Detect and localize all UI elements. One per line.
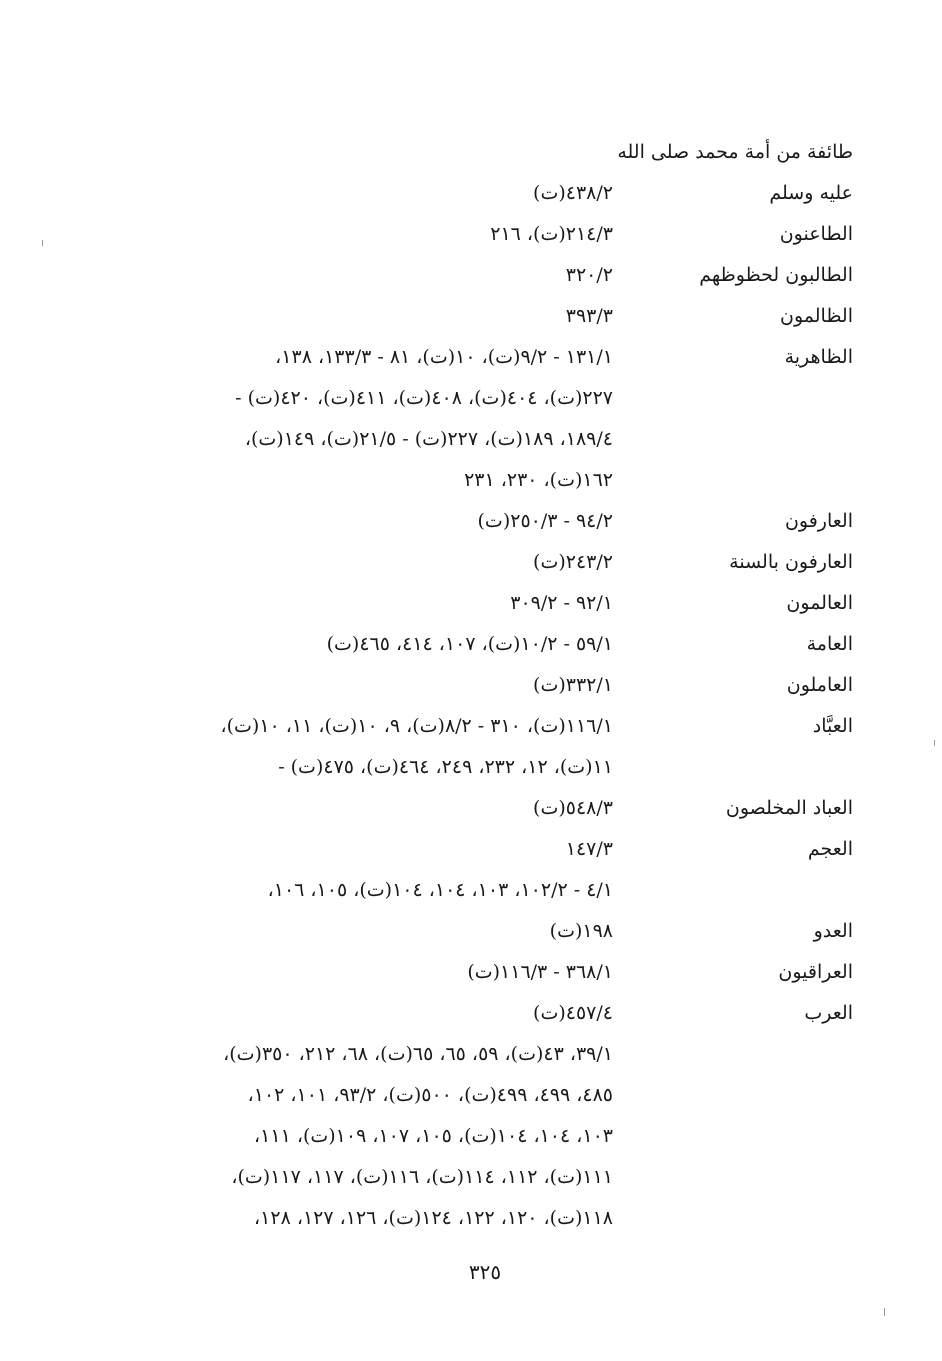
reference-line: ٩٢/١ - ٣٠٩/٢ <box>510 592 613 614</box>
index-references <box>120 911 623 952</box>
index-term: العارفون <box>784 510 853 532</box>
index-term: العدو <box>813 920 853 942</box>
reference-line: ٢٤٣/٢(ت) <box>533 551 613 573</box>
index-entry <box>120 583 855 624</box>
index-references <box>120 706 623 788</box>
reference-line: ٣٦٨/١ - ١١٦/٣(ت) <box>467 961 613 983</box>
reference-line: ١١(ت)، ١٢، ٢٣٢، ٢٤٩، ٤٦٤(ت)، ٤٧٥(ت) - <box>278 756 613 778</box>
index-entry <box>120 542 855 583</box>
reference-line: ١٤٧/٣ <box>565 838 613 860</box>
index-references <box>120 296 623 337</box>
index-entry <box>120 624 855 665</box>
index-references <box>120 952 623 993</box>
reference-line: ٤٨٥، ٤٩٩، ٤٩٩(ت)، ٥٠٠(ت)، ٩٣/٢، ١٠١، ١٠٢، <box>247 1084 613 1106</box>
index-term: الظاهرية <box>784 346 853 368</box>
index-term: العالمون <box>786 592 853 614</box>
index-term: الطاعنون <box>779 223 853 245</box>
index-term: العرب <box>804 1002 853 1024</box>
page-number: ٣٢٥ <box>468 1260 502 1284</box>
index-references <box>120 993 623 1239</box>
index-entry <box>120 993 855 1239</box>
reference-line: ٤٥٧/٤(ت) <box>533 1002 613 1024</box>
reference-line: ٣٢٠/٢ <box>565 264 613 286</box>
index-term <box>623 870 855 911</box>
index-entry <box>120 132 855 173</box>
index-references <box>120 665 623 706</box>
index-references <box>120 788 623 829</box>
reference-line: ٤/١ - ١٠٢/٢، ١٠٣، ١٠٤، ١٠٤(ت)، ١٠٥، ١٠٦، <box>267 879 613 901</box>
index-references <box>120 624 623 665</box>
index-entry <box>120 829 855 870</box>
scan-mark-right-bottom <box>884 1308 885 1316</box>
index-entry <box>120 665 855 706</box>
index-references <box>120 337 623 501</box>
index-term: عليه وسلم <box>769 182 853 204</box>
index-references <box>120 870 623 911</box>
reference-line: ١٣١/١ - ٩/٢(ت)، ١٠(ت)، ٨١ - ١٣٣/٣، ١٣٨، <box>275 346 613 368</box>
index-entry <box>120 870 855 911</box>
index-term: العجم <box>807 838 853 860</box>
reference-line: ١٠٣، ١٠٤، ١٠٤(ت)، ١٠٥، ١٠٧، ١٠٩(ت)، ١١١، <box>254 1125 613 1147</box>
index-entry <box>120 255 855 296</box>
index-references <box>120 542 623 583</box>
index-entry <box>120 706 855 788</box>
reference-line: ١٦٢(ت)، ٢٣٠، ٢٣١ <box>464 469 613 491</box>
reference-line: ٤٣٨/٢(ت) <box>533 182 613 204</box>
reference-line: ٥٤٨/٣(ت) <box>533 797 613 819</box>
reference-line: ١١١(ت)، ١١٢، ١١٤(ت)، ١١٦(ت)، ١١٧، ١١٧(ت)، <box>231 1166 613 1188</box>
reference-line: ٢١٤/٣(ت)، ٢١٦ <box>490 223 613 245</box>
index-term: العراقيون <box>778 961 853 983</box>
scan-mark-right <box>934 740 935 746</box>
index-entry <box>120 952 855 993</box>
reference-line: ٢٢٧(ت)، ٤٠٤(ت)، ٤٠٨(ت)، ٤١١(ت)، ٤٢٠(ت) - <box>235 387 613 409</box>
index-references <box>120 255 623 296</box>
index-list <box>120 132 855 1239</box>
reference-line: ٣٩٣/٣ <box>565 305 613 327</box>
index-term: العباد المخلصون <box>725 797 853 819</box>
reference-line: ١١٦/١(ت)، ٣١٠ - ٨/٢(ت)، ٩، ١٠(ت)، ١١، ١٠(ت)، <box>220 715 613 737</box>
index-term: العاملون <box>786 674 853 696</box>
index-references <box>120 173 623 214</box>
index-entry <box>120 501 855 542</box>
index-references <box>120 829 623 870</box>
index-entry <box>120 214 855 255</box>
index-references <box>120 583 623 624</box>
index-term: العارفون بالسنة <box>729 551 853 573</box>
index-entry <box>120 337 855 501</box>
reference-line: ٣٣٢/١(ت) <box>533 674 613 696</box>
reference-line: ١٨٩/٤، ١٨٩(ت)، ٢٢٧(ت) - ٢١/٥(ت)، ١٤٩(ت)، <box>244 428 613 450</box>
scan-mark-left <box>42 240 43 246</box>
index-references <box>120 214 623 255</box>
index-references <box>120 501 623 542</box>
index-term: العبَّاد <box>812 715 853 737</box>
reference-line: ٩٤/٢ - ٢٥٠/٣(ت) <box>477 510 613 532</box>
index-entry <box>120 173 855 214</box>
reference-line: ١٩٨(ت) <box>549 920 613 942</box>
index-entry <box>120 788 855 829</box>
index-term: طائفة من أمة محمد صلى الله <box>617 141 853 163</box>
index-term: العامة <box>806 633 853 655</box>
reference-line: ١١٨(ت)، ١٢٠، ١٢٢، ١٢٤(ت)، ١٢٦، ١٢٧، ١٢٨، <box>254 1207 613 1229</box>
index-term: الطالبون لحظوظهم <box>699 264 853 286</box>
index-term: الظالمون <box>780 305 853 327</box>
reference-line: ٥٩/١ - ١٠/٢(ت)، ١٠٧، ٤١٤، ٤٦٥(ت) <box>326 633 613 655</box>
reference-line: ٣٩/١، ٤٣(ت)، ٥٩، ٦٥، ٦٥(ت)، ٦٨، ٢١٢، ٣٥٠(ت)، <box>223 1043 613 1065</box>
index-entry <box>120 296 855 337</box>
index-entry <box>120 911 855 952</box>
